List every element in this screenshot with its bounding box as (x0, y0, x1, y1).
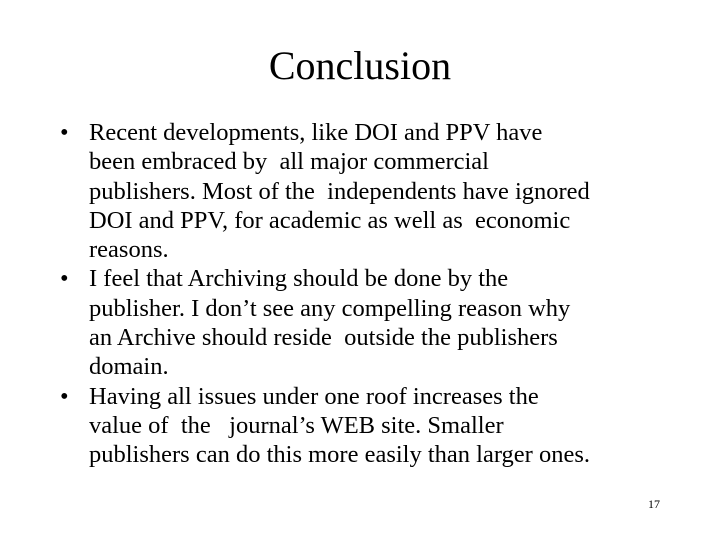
bullet-list (60, 118, 700, 470)
bullet-icon: • (60, 382, 69, 410)
bullet-1-line-3: publishers. Most of the independents have ignored (89, 177, 590, 205)
bullet-2-line-2: publisher. I don’t see any compelling reason why (89, 294, 571, 322)
bullet-1-line-1: Recent developments, like DOI and PPV have (89, 119, 543, 146)
bullet-2-line-3: an Archive should reside outside the publishers (89, 324, 558, 352)
bullet-2-line-4: domain. (89, 353, 169, 381)
bullet-icon: • (60, 265, 69, 293)
bullet-3-line-2: value of the journal’s WEB site. Smaller (89, 411, 504, 439)
bullet-2-line-1: I feel that Archiving should be done by the (89, 265, 509, 293)
bullet-3-line-3: publishers can do this more easily than larger ones. (89, 441, 590, 469)
bullet-1-line-5: reasons. (89, 236, 169, 264)
bullet-1-line-2: been embraced by all major commercial (89, 148, 489, 176)
page-number: 17 (648, 497, 660, 511)
bullet-item-2 (60, 264, 700, 381)
bullet-3-line-1: Having all issues under one roof increases the (89, 382, 539, 410)
bullet-item-1 (60, 118, 700, 264)
bullet-item-3 (60, 382, 700, 470)
slide-title: Conclusion (268, 43, 452, 88)
bullet-1-line-4: DOI and PPV, for academic as well as economic (89, 206, 571, 234)
bullet-icon: • (60, 119, 69, 146)
